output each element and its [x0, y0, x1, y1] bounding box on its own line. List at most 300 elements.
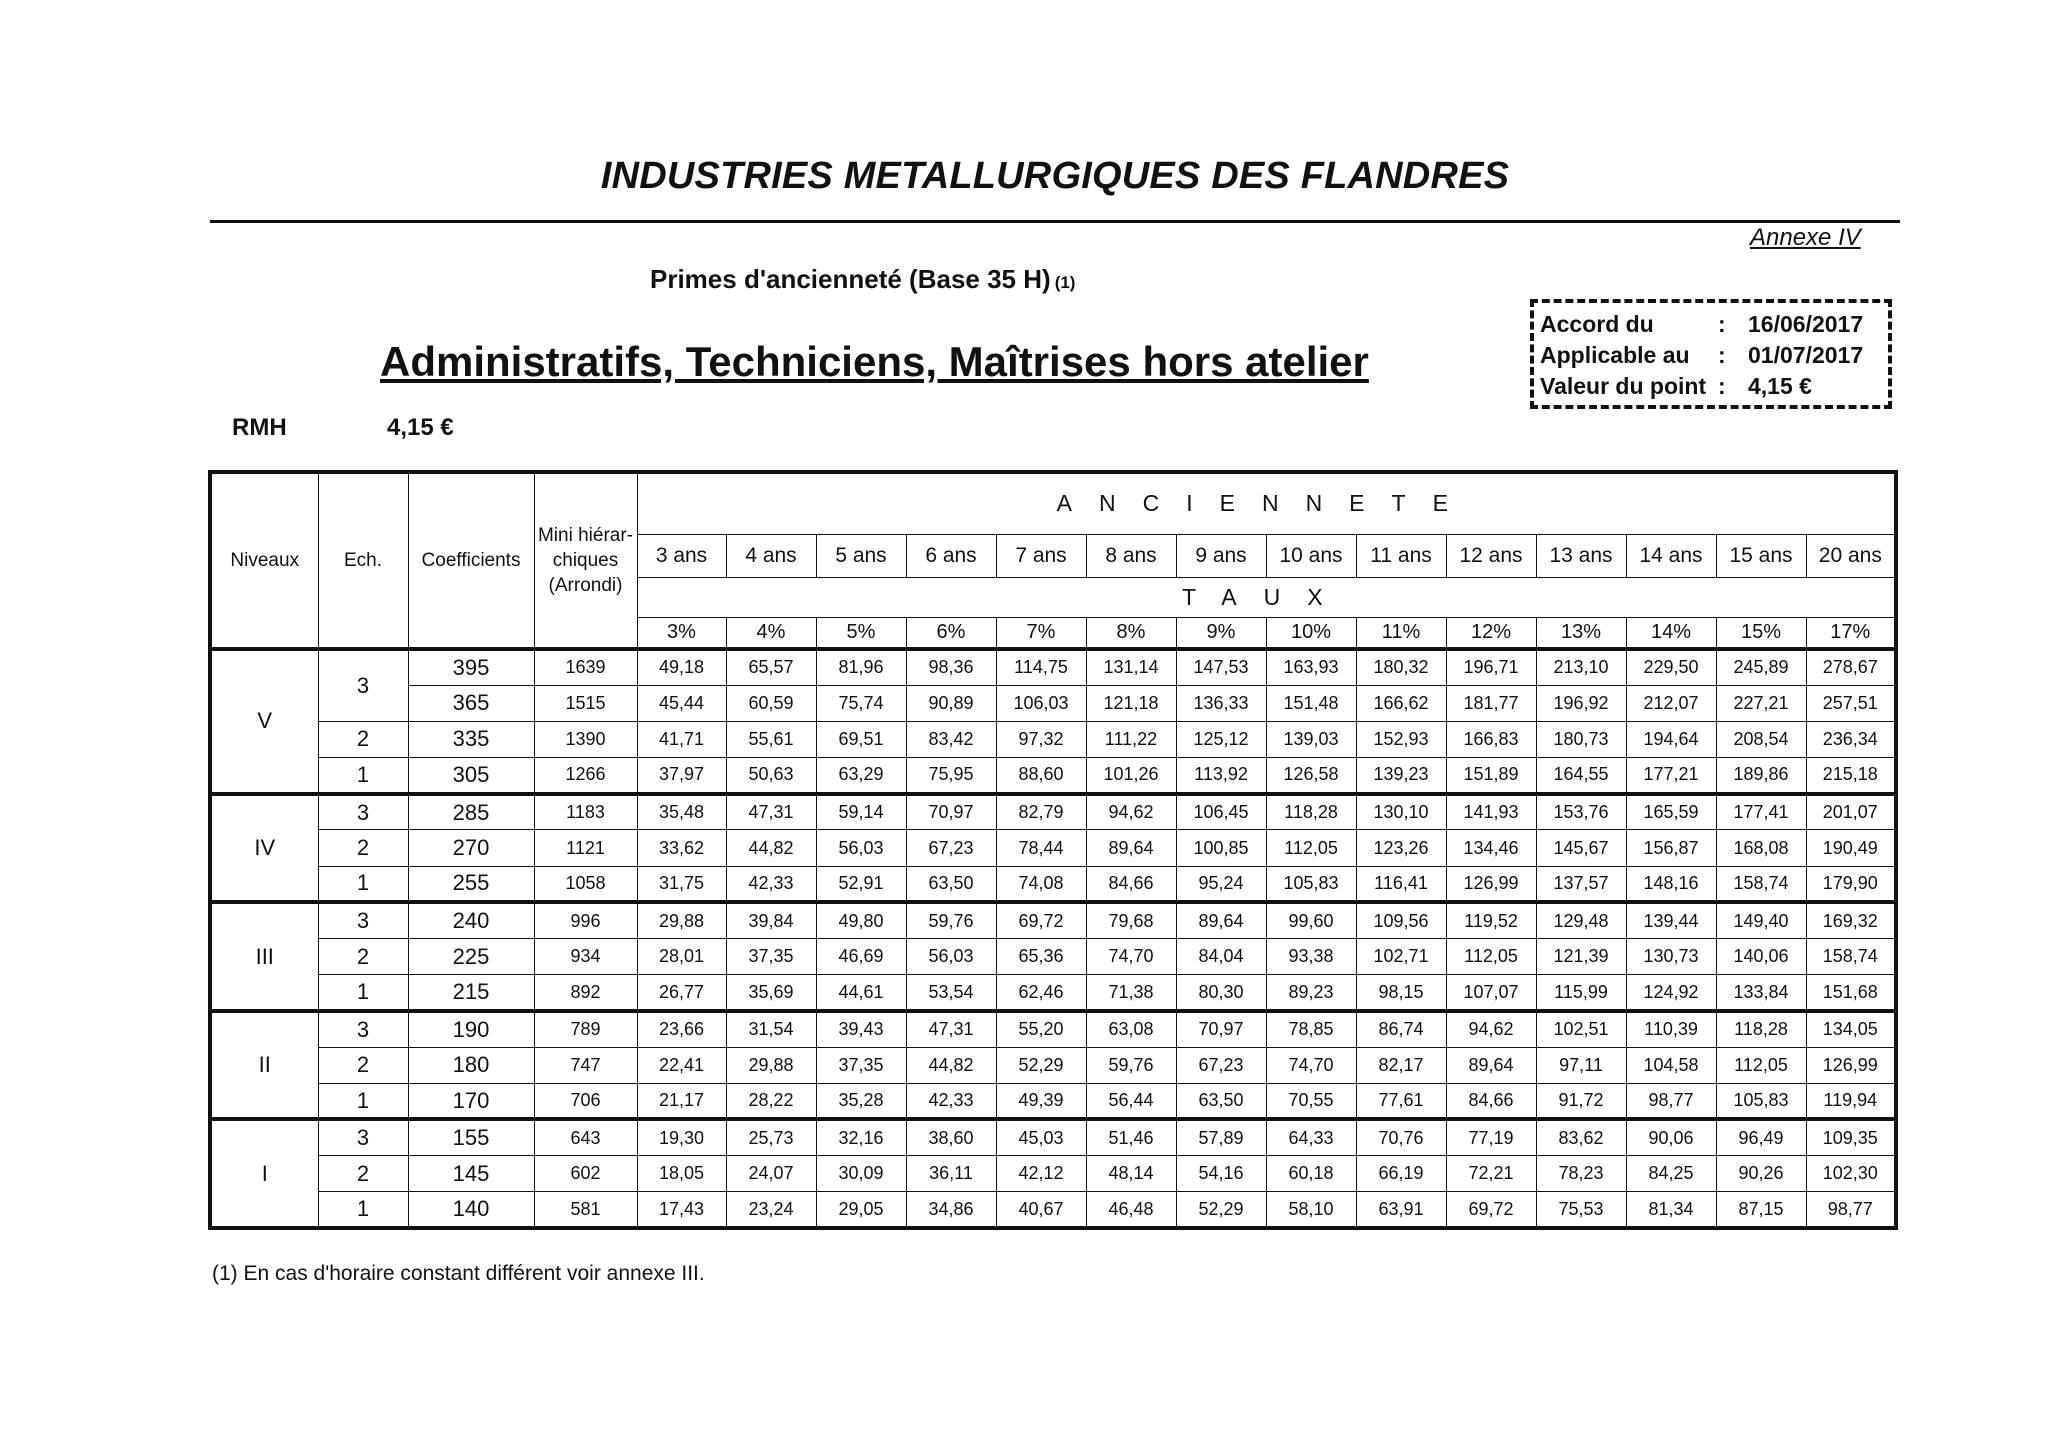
mini-hierarchique-cell: 1183	[534, 794, 637, 830]
prime-value-cell: 126,58	[1266, 758, 1356, 794]
info-value: 4,15 €	[1748, 373, 1812, 399]
prime-value-cell: 64,33	[1266, 1119, 1356, 1155]
prime-value-cell: 139,03	[1266, 721, 1356, 757]
header-niveaux: Niveaux	[210, 472, 318, 649]
prime-value-cell: 55,20	[996, 1011, 1086, 1047]
prime-value-cell: 121,18	[1086, 685, 1176, 721]
prime-value-cell: 109,35	[1806, 1119, 1896, 1155]
prime-value-cell: 115,99	[1536, 975, 1626, 1011]
prime-value-cell: 30,09	[816, 1156, 906, 1192]
mini-hierarchique-cell: 996	[534, 902, 637, 938]
prime-value-cell: 75,95	[906, 758, 996, 794]
mini-hierarchique-cell: 747	[534, 1047, 637, 1083]
mini-hierarchique-cell: 1266	[534, 758, 637, 794]
header-rate: 3%	[637, 617, 726, 649]
prime-value-cell: 23,66	[637, 1011, 726, 1047]
prime-value-cell: 60,18	[1266, 1156, 1356, 1192]
prime-value-cell: 57,89	[1176, 1119, 1266, 1155]
prime-value-cell: 69,72	[1446, 1192, 1536, 1228]
prime-value-cell: 71,38	[1086, 975, 1176, 1011]
header-year: 8 ans	[1086, 534, 1176, 577]
prime-value-cell: 151,89	[1446, 758, 1536, 794]
prime-value-cell: 37,35	[816, 1047, 906, 1083]
ech-cell: 2	[318, 1047, 408, 1083]
table-row	[210, 902, 1896, 938]
prime-value-cell: 32,16	[816, 1119, 906, 1155]
mini-hierarchique-cell: 1121	[534, 830, 637, 866]
ech-cell: 3	[318, 794, 408, 830]
prime-value-cell: 105,83	[1266, 866, 1356, 902]
rmh-label: RMH	[232, 414, 287, 441]
prime-value-cell: 52,29	[996, 1047, 1086, 1083]
coefficient-cell: 190	[408, 1011, 534, 1047]
header-year: 14 ans	[1626, 534, 1716, 577]
prime-value-cell: 90,26	[1716, 1156, 1806, 1192]
prime-value-cell: 47,31	[906, 1011, 996, 1047]
prime-value-cell: 67,23	[1176, 1047, 1266, 1083]
prime-value-cell: 77,61	[1356, 1083, 1446, 1119]
prime-value-cell: 56,03	[816, 830, 906, 866]
prime-value-cell: 102,71	[1356, 939, 1446, 975]
prime-value-cell: 94,62	[1086, 794, 1176, 830]
prime-value-cell: 49,18	[637, 649, 726, 685]
prime-value-cell: 72,21	[1446, 1156, 1536, 1192]
prime-value-cell: 44,82	[906, 1047, 996, 1083]
prime-value-cell: 38,60	[906, 1119, 996, 1155]
prime-value-cell: 75,53	[1536, 1192, 1626, 1228]
prime-value-cell: 50,63	[726, 758, 816, 794]
prime-value-cell: 98,36	[906, 649, 996, 685]
prime-value-cell: 47,31	[726, 794, 816, 830]
table-row	[210, 866, 1896, 902]
coefficient-cell: 335	[408, 721, 534, 757]
prime-value-cell: 74,08	[996, 866, 1086, 902]
prime-value-cell: 49,80	[816, 902, 906, 938]
prime-value-cell: 278,67	[1806, 649, 1896, 685]
prime-value-cell: 118,28	[1266, 794, 1356, 830]
prime-value-cell: 229,50	[1626, 649, 1716, 685]
mini-hierarchique-cell: 892	[534, 975, 637, 1011]
prime-value-cell: 119,94	[1806, 1083, 1896, 1119]
niveau-cell: V	[210, 649, 318, 794]
prime-value-cell: 35,28	[816, 1083, 906, 1119]
prime-value-cell: 147,53	[1176, 649, 1266, 685]
prime-value-cell: 78,44	[996, 830, 1086, 866]
prime-value-cell: 126,99	[1446, 866, 1536, 902]
prime-value-cell: 35,48	[637, 794, 726, 830]
ech-cell: 3	[318, 1011, 408, 1047]
prime-value-cell: 113,92	[1176, 758, 1266, 794]
prime-value-cell: 196,92	[1536, 685, 1626, 721]
prime-value-cell: 97,11	[1536, 1047, 1626, 1083]
prime-value-cell: 100,85	[1176, 830, 1266, 866]
prime-value-cell: 58,10	[1266, 1192, 1356, 1228]
prime-value-cell: 63,29	[816, 758, 906, 794]
prime-value-cell: 106,03	[996, 685, 1086, 721]
prime-value-cell: 194,64	[1626, 721, 1716, 757]
header-rate: 11%	[1356, 617, 1446, 649]
prime-value-cell: 44,82	[726, 830, 816, 866]
prime-value-cell: 55,61	[726, 721, 816, 757]
prime-value-cell: 74,70	[1086, 939, 1176, 975]
subtitle-note: (1)	[1054, 273, 1076, 292]
prime-value-cell: 54,16	[1176, 1156, 1266, 1192]
coefficient-cell: 365	[408, 685, 534, 721]
mini-hierarchique-cell: 789	[534, 1011, 637, 1047]
prime-value-cell: 74,70	[1266, 1047, 1356, 1083]
prime-value-cell: 257,51	[1806, 685, 1896, 721]
prime-value-cell: 52,91	[816, 866, 906, 902]
prime-value-cell: 180,32	[1356, 649, 1446, 685]
prime-value-cell: 90,89	[906, 685, 996, 721]
prime-value-cell: 119,52	[1446, 902, 1536, 938]
prime-value-cell: 82,17	[1356, 1047, 1446, 1083]
prime-value-cell: 75,74	[816, 685, 906, 721]
prime-value-cell: 137,57	[1536, 866, 1626, 902]
prime-value-cell: 179,90	[1806, 866, 1896, 902]
prime-value-cell: 29,88	[637, 902, 726, 938]
prime-value-cell: 24,07	[726, 1156, 816, 1192]
prime-value-cell: 94,62	[1446, 1011, 1536, 1047]
mini-hierarchique-cell: 1058	[534, 866, 637, 902]
prime-value-cell: 42,33	[726, 866, 816, 902]
header-rate: 8%	[1086, 617, 1176, 649]
prime-value-cell: 46,69	[816, 939, 906, 975]
table-row	[210, 1192, 1896, 1228]
prime-value-cell: 63,50	[1176, 1083, 1266, 1119]
header-year: 13 ans	[1536, 534, 1626, 577]
mini-hierarchique-cell: 1515	[534, 685, 637, 721]
table-row	[210, 830, 1896, 866]
prime-value-cell: 70,97	[906, 794, 996, 830]
prime-value-cell: 86,74	[1356, 1011, 1446, 1047]
prime-value-cell: 34,86	[906, 1192, 996, 1228]
header-rate: 9%	[1176, 617, 1266, 649]
prime-value-cell: 98,77	[1626, 1083, 1716, 1119]
prime-value-cell: 139,44	[1626, 902, 1716, 938]
prime-value-cell: 66,19	[1356, 1156, 1446, 1192]
prime-value-cell: 130,73	[1626, 939, 1716, 975]
prime-value-cell: 56,03	[906, 939, 996, 975]
prime-value-cell: 45,03	[996, 1119, 1086, 1155]
prime-value-cell: 69,72	[996, 902, 1086, 938]
prime-value-cell: 35,69	[726, 975, 816, 1011]
prime-value-cell: 77,19	[1446, 1119, 1536, 1155]
header-rate: 12%	[1446, 617, 1536, 649]
prime-value-cell: 70,97	[1176, 1011, 1266, 1047]
prime-value-cell: 84,66	[1086, 866, 1176, 902]
prime-value-cell: 69,51	[816, 721, 906, 757]
prime-value-cell: 53,54	[906, 975, 996, 1011]
prime-value-cell: 123,26	[1356, 830, 1446, 866]
subtitle-text: Primes d'ancienneté (Base 35 H)	[650, 264, 1051, 294]
prime-value-cell: 41,71	[637, 721, 726, 757]
prime-value-cell: 133,84	[1716, 975, 1806, 1011]
table-row	[210, 794, 1896, 830]
header-year: 6 ans	[906, 534, 996, 577]
seniority-bonus-table	[208, 470, 1898, 1230]
info-label: Applicable au	[1540, 342, 1690, 368]
coefficient-cell: 140	[408, 1192, 534, 1228]
prime-value-cell: 125,12	[1176, 721, 1266, 757]
ech-cell: 2	[318, 830, 408, 866]
table-body	[210, 649, 1896, 1228]
prime-value-cell: 145,67	[1536, 830, 1626, 866]
header-anciennete: ANCIENNETE	[637, 472, 1896, 534]
prime-value-cell: 114,75	[996, 649, 1086, 685]
ech-cell: 1	[318, 758, 408, 794]
info-row-point-value	[1540, 371, 1888, 402]
prime-value-cell: 63,91	[1356, 1192, 1446, 1228]
prime-value-cell: 39,43	[816, 1011, 906, 1047]
prime-value-cell: 105,83	[1716, 1083, 1806, 1119]
table-row	[210, 939, 1896, 975]
prime-value-cell: 158,74	[1716, 866, 1806, 902]
prime-value-cell: 60,59	[726, 685, 816, 721]
header-coefficients: Coefficients	[408, 472, 534, 649]
coefficient-cell: 215	[408, 975, 534, 1011]
prime-value-cell: 70,55	[1266, 1083, 1356, 1119]
prime-value-cell: 84,04	[1176, 939, 1266, 975]
header-rate: 13%	[1536, 617, 1626, 649]
prime-value-cell: 59,76	[1086, 1047, 1176, 1083]
info-row-accord	[1540, 309, 1888, 340]
prime-value-cell: 83,42	[906, 721, 996, 757]
header-year: 20 ans	[1806, 534, 1896, 577]
prime-value-cell: 59,14	[816, 794, 906, 830]
prime-value-cell: 22,41	[637, 1047, 726, 1083]
header-year: 9 ans	[1176, 534, 1266, 577]
prime-value-cell: 124,92	[1626, 975, 1716, 1011]
prime-value-cell: 158,74	[1806, 939, 1896, 975]
prime-value-cell: 177,21	[1626, 758, 1716, 794]
page-title: INDUSTRIES METALLURGIQUES DES FLANDRES	[600, 155, 1510, 197]
prime-value-cell: 25,73	[726, 1119, 816, 1155]
table-row	[210, 1119, 1896, 1155]
info-separator: :	[1718, 342, 1726, 368]
ech-cell: 3	[318, 1119, 408, 1155]
prime-value-cell: 180,73	[1536, 721, 1626, 757]
prime-value-cell: 110,39	[1626, 1011, 1716, 1047]
prime-value-cell: 51,46	[1086, 1119, 1176, 1155]
footnote: (1) En cas d'horaire constant différent voir annexe III.	[212, 1262, 705, 1285]
prime-value-cell: 107,07	[1446, 975, 1536, 1011]
prime-value-cell: 190,49	[1806, 830, 1896, 866]
header-year: 10 ans	[1266, 534, 1356, 577]
prime-value-cell: 112,05	[1446, 939, 1536, 975]
prime-value-cell: 44,61	[816, 975, 906, 1011]
prime-value-cell: 101,26	[1086, 758, 1176, 794]
niveau-cell: III	[210, 902, 318, 1011]
rmh-value: 4,15 €	[387, 414, 454, 441]
niveau-cell: II	[210, 1011, 318, 1120]
prime-value-cell: 140,06	[1716, 939, 1806, 975]
header-year: 5 ans	[816, 534, 906, 577]
coefficient-cell: 395	[408, 649, 534, 685]
prime-value-cell: 83,62	[1536, 1119, 1626, 1155]
prime-value-cell: 102,30	[1806, 1156, 1896, 1192]
coefficient-cell: 270	[408, 830, 534, 866]
prime-value-cell: 36,11	[906, 1156, 996, 1192]
prime-value-cell: 78,85	[1266, 1011, 1356, 1047]
prime-value-cell: 80,30	[1176, 975, 1266, 1011]
prime-value-cell: 112,05	[1266, 830, 1356, 866]
prime-value-cell: 96,49	[1716, 1119, 1806, 1155]
prime-value-cell: 151,68	[1806, 975, 1896, 1011]
prime-value-cell: 213,10	[1536, 649, 1626, 685]
prime-value-cell: 98,77	[1806, 1192, 1896, 1228]
header-rate: 14%	[1626, 617, 1716, 649]
coefficient-cell: 180	[408, 1047, 534, 1083]
ech-cell: 2	[318, 939, 408, 975]
coefficient-cell: 170	[408, 1083, 534, 1119]
prime-value-cell: 37,35	[726, 939, 816, 975]
header-year: 4 ans	[726, 534, 816, 577]
prime-value-cell: 62,46	[996, 975, 1086, 1011]
prime-value-cell: 91,72	[1536, 1083, 1626, 1119]
prime-value-cell: 215,18	[1806, 758, 1896, 794]
prime-value-cell: 139,23	[1356, 758, 1446, 794]
prime-value-cell: 177,41	[1716, 794, 1806, 830]
prime-value-cell: 212,07	[1626, 685, 1716, 721]
prime-value-cell: 168,08	[1716, 830, 1806, 866]
prime-value-cell: 63,08	[1086, 1011, 1176, 1047]
prime-value-cell: 169,32	[1806, 902, 1896, 938]
prime-value-cell: 33,62	[637, 830, 726, 866]
prime-value-cell: 116,41	[1356, 866, 1446, 902]
header-year: 15 ans	[1716, 534, 1806, 577]
prime-value-cell: 89,64	[1176, 902, 1266, 938]
prime-value-cell: 201,07	[1806, 794, 1896, 830]
prime-value-cell: 65,57	[726, 649, 816, 685]
mini-hierarchique-cell: 706	[534, 1083, 637, 1119]
table-row	[210, 758, 1896, 794]
coefficient-cell: 240	[408, 902, 534, 938]
header-taux: TAUX	[637, 577, 1896, 617]
prime-value-cell: 59,76	[906, 902, 996, 938]
prime-value-cell: 89,64	[1446, 1047, 1536, 1083]
prime-value-cell: 29,88	[726, 1047, 816, 1083]
ech-cell: 2	[318, 1156, 408, 1192]
niveau-cell: I	[210, 1119, 318, 1228]
prime-value-cell: 90,06	[1626, 1119, 1716, 1155]
prime-value-cell: 106,45	[1176, 794, 1266, 830]
prime-value-cell: 112,05	[1716, 1047, 1806, 1083]
header-rate: 15%	[1716, 617, 1806, 649]
prime-value-cell: 56,44	[1086, 1083, 1176, 1119]
prime-value-cell: 65,36	[996, 939, 1086, 975]
ech-cell: 1	[318, 975, 408, 1011]
prime-value-cell: 42,33	[906, 1083, 996, 1119]
prime-value-cell: 42,12	[996, 1156, 1086, 1192]
subtitle	[650, 264, 1075, 295]
header-rate: 6%	[906, 617, 996, 649]
prime-value-cell: 151,48	[1266, 685, 1356, 721]
prime-value-cell: 31,75	[637, 866, 726, 902]
prime-value-cell: 26,77	[637, 975, 726, 1011]
prime-value-cell: 81,96	[816, 649, 906, 685]
coefficient-cell: 155	[408, 1119, 534, 1155]
prime-value-cell: 141,93	[1446, 794, 1536, 830]
prime-value-cell: 102,51	[1536, 1011, 1626, 1047]
prime-value-cell: 245,89	[1716, 649, 1806, 685]
coefficient-cell: 285	[408, 794, 534, 830]
prime-value-cell: 95,24	[1176, 866, 1266, 902]
prime-value-cell: 28,22	[726, 1083, 816, 1119]
header-rate: 7%	[996, 617, 1086, 649]
prime-value-cell: 149,40	[1716, 902, 1806, 938]
coefficient-cell: 305	[408, 758, 534, 794]
prime-value-cell: 39,84	[726, 902, 816, 938]
mini-hierarchique-cell: 1390	[534, 721, 637, 757]
table-row	[210, 1156, 1896, 1192]
prime-value-cell: 126,99	[1806, 1047, 1896, 1083]
prime-value-cell: 121,39	[1536, 939, 1626, 975]
agreement-info-box	[1530, 299, 1892, 409]
prime-value-cell: 17,43	[637, 1192, 726, 1228]
info-label: Valeur du point	[1540, 373, 1707, 399]
prime-value-cell: 29,05	[816, 1192, 906, 1228]
prime-value-cell: 136,33	[1176, 685, 1266, 721]
header-year: 11 ans	[1356, 534, 1446, 577]
prime-value-cell: 89,23	[1266, 975, 1356, 1011]
title-divider	[210, 220, 1900, 223]
header-year: 3 ans	[637, 534, 726, 577]
prime-value-cell: 131,14	[1086, 649, 1176, 685]
prime-value-cell: 134,46	[1446, 830, 1536, 866]
mini-hierarchique-cell: 602	[534, 1156, 637, 1192]
prime-value-cell: 166,83	[1446, 721, 1536, 757]
prime-value-cell: 104,58	[1626, 1047, 1716, 1083]
coefficient-cell: 255	[408, 866, 534, 902]
prime-value-cell: 52,29	[1176, 1192, 1266, 1228]
ech-cell: 1	[318, 1083, 408, 1119]
prime-value-cell: 134,05	[1806, 1011, 1896, 1047]
prime-value-cell: 84,25	[1626, 1156, 1716, 1192]
prime-value-cell: 45,44	[637, 685, 726, 721]
annexe-label: Annexe IV	[1750, 224, 1861, 251]
table-row	[210, 685, 1896, 721]
ech-cell: 2	[318, 721, 408, 757]
ech-cell: 3	[318, 902, 408, 938]
prime-value-cell: 79,68	[1086, 902, 1176, 938]
prime-value-cell: 166,62	[1356, 685, 1446, 721]
table-row	[210, 975, 1896, 1011]
header-rate: 17%	[1806, 617, 1896, 649]
prime-value-cell: 87,15	[1716, 1192, 1806, 1228]
prime-value-cell: 148,16	[1626, 866, 1716, 902]
table-row	[210, 1047, 1896, 1083]
prime-value-cell: 99,60	[1266, 902, 1356, 938]
prime-value-cell: 67,23	[906, 830, 996, 866]
prime-value-cell: 19,30	[637, 1119, 726, 1155]
prime-value-cell: 196,71	[1446, 649, 1536, 685]
header-ech: Ech.	[318, 472, 408, 649]
ech-cell: 1	[318, 866, 408, 902]
header-mini-hierarchiques: Mini hiérar- chiques (Arrondi)	[534, 472, 637, 649]
prime-value-cell: 40,67	[996, 1192, 1086, 1228]
prime-value-cell: 165,59	[1626, 794, 1716, 830]
table-row	[210, 721, 1896, 757]
prime-value-cell: 84,66	[1446, 1083, 1536, 1119]
table-row	[210, 649, 1896, 685]
prime-value-cell: 31,54	[726, 1011, 816, 1047]
header-year: 7 ans	[996, 534, 1086, 577]
mini-hierarchique-cell: 1639	[534, 649, 637, 685]
info-row-applicable	[1540, 340, 1888, 371]
niveau-cell: IV	[210, 794, 318, 903]
mini-hierarchique-cell: 643	[534, 1119, 637, 1155]
